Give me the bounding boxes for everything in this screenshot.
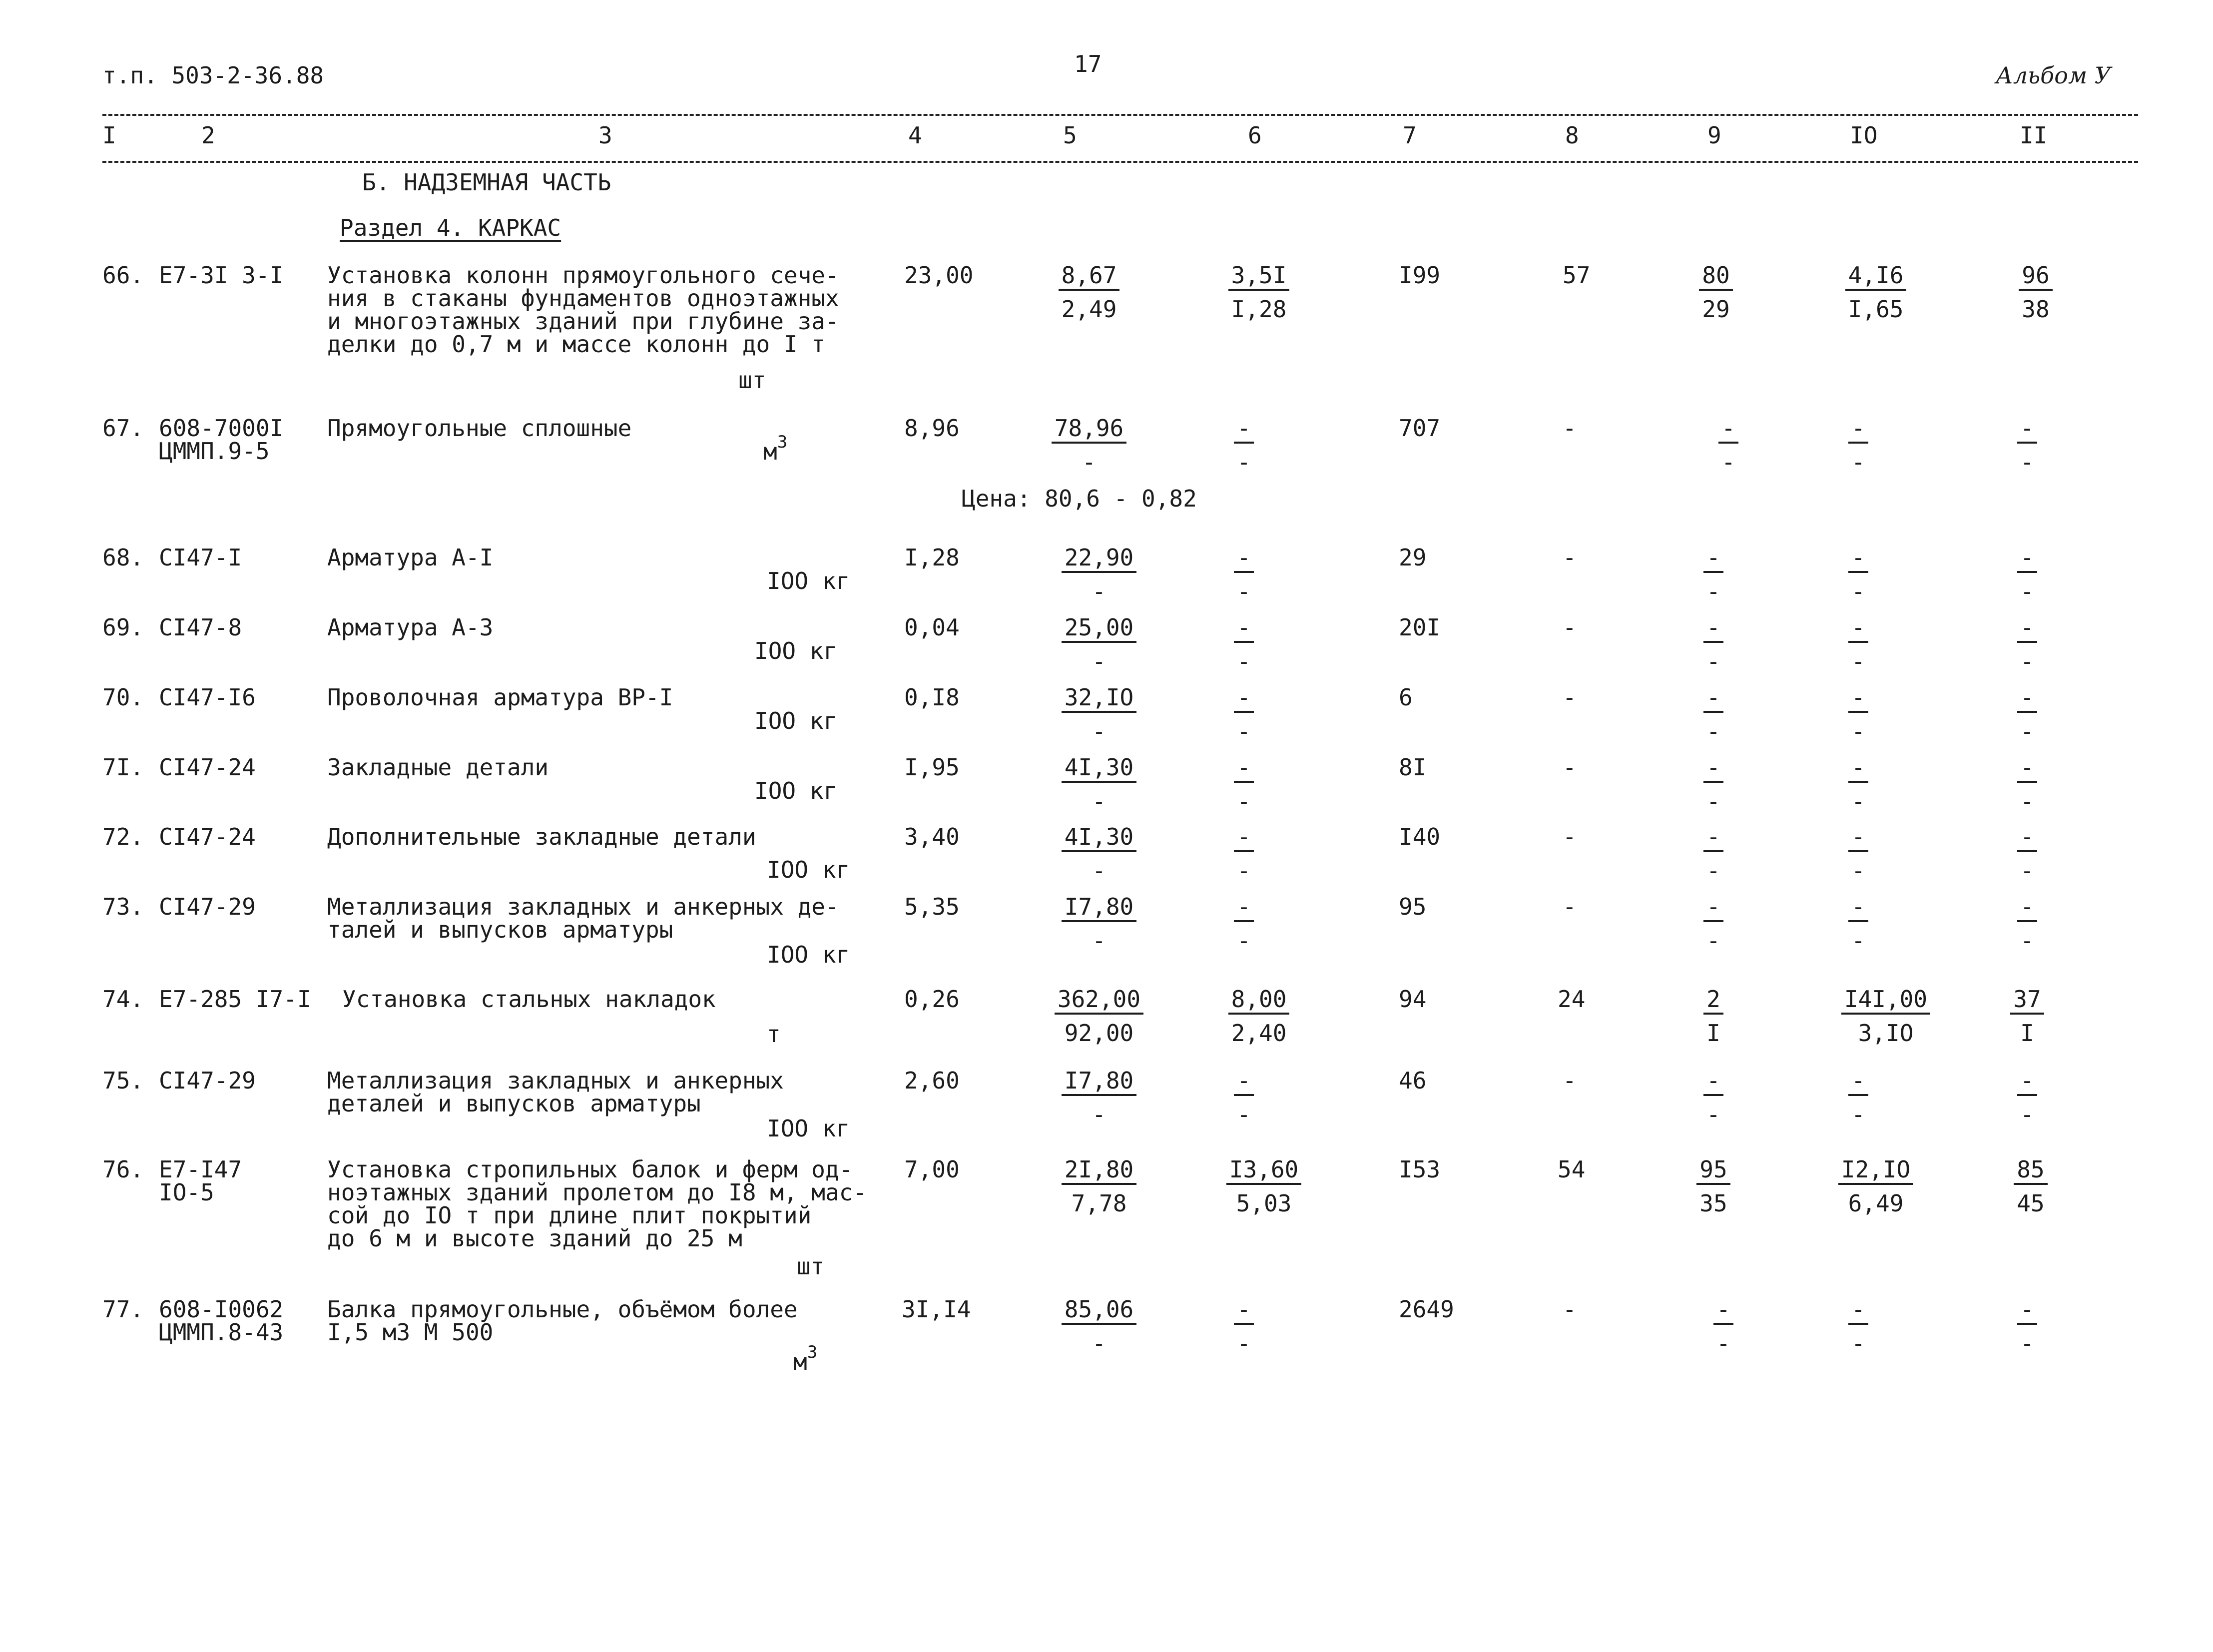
row-number: 7I.: [102, 754, 144, 781]
col11-value: - -: [1982, 1298, 2072, 1355]
column-header-3: 3: [598, 122, 612, 149]
row-number: 68.: [102, 544, 144, 571]
col8-value: 24: [1558, 986, 1586, 1013]
row-unit: шт: [738, 367, 766, 394]
col9-value: - -: [1668, 546, 1758, 603]
row-code: CI47-29: [159, 1067, 256, 1094]
col5-value: 22,90 -: [1054, 546, 1144, 603]
col10-value: - -: [1813, 417, 1903, 474]
col4-value: I,95: [904, 754, 960, 781]
col6-value: $\frac{3,5I}{I,28}$: [1214, 264, 1304, 321]
row-description: Арматура А-I: [327, 544, 494, 571]
col4-value: 8,96: [904, 415, 960, 442]
col4-value: 3,40: [904, 823, 960, 850]
row-unit: IOO кг: [767, 1115, 850, 1142]
col6-value: - -: [1199, 895, 1289, 952]
col4-value: 5,35: [904, 893, 960, 920]
col8-value: -: [1563, 614, 1577, 641]
row-code: CI47-8: [159, 614, 242, 641]
row-description: Дополнительные закладные детали: [327, 823, 756, 850]
col11-value: - -: [1982, 1069, 2072, 1126]
col9-value: - -: [1668, 756, 1758, 813]
row-code-2: ЦММП.9-5: [159, 438, 270, 465]
row-number: 74.: [102, 986, 144, 1013]
row-unit: IOO кг: [754, 637, 838, 664]
col6-value: - -: [1199, 1069, 1289, 1126]
row-code: CI47-24: [159, 823, 256, 850]
col8-value: -: [1563, 684, 1577, 711]
row-description: Прямоугольные сплошные: [327, 415, 632, 442]
col8-value: -: [1563, 415, 1577, 442]
col6-value: - -: [1199, 825, 1289, 882]
row-unit: IOO кг: [767, 941, 850, 968]
col6-value: - -: [1199, 546, 1289, 603]
column-header-5: 5: [1063, 122, 1077, 149]
row-number: 72.: [102, 823, 144, 850]
col6-value: - -: [1199, 616, 1289, 673]
col9-value: $\frac{80}{29}$: [1671, 264, 1761, 321]
col11-value: - -: [1982, 417, 2072, 474]
row-unit: $м^3$: [793, 1342, 818, 1375]
col5-value: 85,06 -: [1054, 1298, 1144, 1355]
col5-value: 4I,30 -: [1054, 825, 1144, 882]
row-code: CI47-I: [159, 544, 242, 571]
row-code-2: IO-5: [159, 1179, 214, 1206]
col11-value: - -: [1982, 546, 2072, 603]
col11-value: - -: [1982, 616, 2072, 673]
col6-value: - -: [1199, 1298, 1289, 1355]
row-code: E7-285 I7-I: [159, 986, 311, 1013]
chapter-title: Раздел 4. КАРКАС: [340, 214, 561, 241]
col6-value: $\frac{8,00}{2,40}$: [1214, 988, 1304, 1045]
column-header-7: 7: [1403, 122, 1417, 149]
col9-value: - -: [1668, 686, 1758, 743]
page-number: 17: [1074, 50, 1102, 77]
row-unit: IOO кг: [767, 856, 850, 883]
col7-value: 2649: [1399, 1296, 1454, 1323]
row-description: Металлизация закладных и анкерных деталей и выпусков арматуры: [327, 1067, 784, 1117]
col11-value: $\frac{85}{45}$: [1986, 1158, 2076, 1215]
col5-value: $\frac{8,67}{2,49}$: [1044, 264, 1134, 321]
row-description: Установка колонн прямоугольного сече- ния в стаканы фундаментов одноэтажных и многоэтажных зданий при глубине за- делки до 0,7 м и массе колонн до I т: [327, 262, 839, 358]
row-code: E7-I47: [159, 1156, 242, 1183]
col9-value: $\frac{2}{I}$: [1668, 988, 1758, 1045]
row-number: 76.: [102, 1156, 144, 1183]
col4-value: 7,00: [904, 1156, 960, 1183]
col10-value: $\frac{I4I,00}{3,IO}$: [1841, 988, 1931, 1045]
col8-value: -: [1563, 1296, 1577, 1323]
row-unit: т: [767, 1021, 781, 1048]
row-code: CI47-24: [159, 754, 256, 781]
row-number: 67.: [102, 415, 144, 442]
col10-value: - -: [1813, 756, 1903, 813]
col8-value: -: [1563, 544, 1577, 571]
col7-value: 707: [1399, 415, 1441, 442]
col11-value: $\frac{96}{38}$: [1991, 264, 2081, 321]
col8-value: -: [1563, 1067, 1577, 1094]
row-unit: IOO кг: [754, 777, 838, 804]
row-number: 73.: [102, 893, 144, 920]
row-unit: IOO кг: [754, 707, 838, 734]
col11-value: - -: [1982, 686, 2072, 743]
col7-value: 95: [1399, 893, 1427, 920]
col11-value: - -: [1982, 825, 2072, 882]
row-unit: $м^3$: [763, 432, 788, 465]
col9-value: - -: [1668, 825, 1758, 882]
row-code: 608-I0062: [159, 1296, 284, 1323]
col6-value: - -: [1199, 686, 1289, 743]
col10-value: - -: [1813, 825, 1903, 882]
col10-value: - -: [1813, 546, 1903, 603]
col10-value: - -: [1813, 1298, 1903, 1355]
row-number: 70.: [102, 684, 144, 711]
col5-value: $\frac{2I,80}{7,78}$: [1054, 1158, 1144, 1215]
row-number: 66.: [102, 262, 144, 289]
row-description: Арматура А-3: [327, 614, 494, 641]
col5-value: 32,IO -: [1054, 686, 1144, 743]
col9-value: - -: [1668, 616, 1758, 673]
col7-value: I99: [1399, 262, 1441, 289]
price-note: Цена: 80,6 - 0,82: [962, 485, 1197, 512]
col8-value: 57: [1563, 262, 1591, 289]
row-description: Закладные детали: [327, 754, 549, 781]
row-code: CI47-I6: [159, 684, 256, 711]
col4-value: 3I,I4: [902, 1296, 971, 1323]
column-header-6: 6: [1248, 122, 1262, 149]
col9-value: - -: [1668, 895, 1758, 952]
col8-value: 54: [1558, 1156, 1586, 1183]
row-code: E7-3I 3-I: [159, 262, 284, 289]
col8-value: -: [1563, 893, 1577, 920]
column-header-9: 9: [1707, 122, 1721, 149]
col7-value: I40: [1399, 823, 1441, 850]
col7-value: I53: [1399, 1156, 1441, 1183]
col4-value: 0,I8: [904, 684, 960, 711]
col7-value: 29: [1399, 544, 1427, 571]
col10-value: $\frac{4,I6}{I,65}$: [1831, 264, 1921, 321]
row-unit: шт: [797, 1253, 825, 1280]
album-label: Альбом У: [1996, 62, 2111, 89]
col4-value: 23,00: [904, 262, 974, 289]
header-rule-bottom: [102, 161, 2138, 163]
col11-value: $\frac{37}{I}$: [1982, 988, 2072, 1045]
col7-value: 20I: [1399, 614, 1441, 641]
row-number: 69.: [102, 614, 144, 641]
col5-value: 25,00 -: [1054, 616, 1144, 673]
col11-value: - -: [1982, 895, 2072, 952]
doc-code: т.п. 503-2-36.88: [102, 62, 324, 89]
col8-value: -: [1563, 754, 1577, 781]
col7-value: 46: [1399, 1067, 1427, 1094]
col5-value: I7,80 -: [1054, 1069, 1144, 1126]
part-title: Б. НАДЗЕМНАЯ ЧАСТЬ: [362, 169, 611, 196]
col9-value: - -: [1683, 417, 1773, 474]
header-rule-top: [102, 114, 2138, 116]
col10-value: - -: [1813, 686, 1903, 743]
col8-value: -: [1563, 823, 1577, 850]
row-description: Установка стропильных балок и ферм од- ноэтажных зданий пролетом до I8 м, мас- сой до IO т при длине плит покрытий до 6 м и высоте зданий до 25 м: [327, 1156, 867, 1252]
col6-value: - -: [1199, 756, 1289, 813]
col7-value: 6: [1399, 684, 1413, 711]
column-header-10: IO: [1850, 122, 1878, 149]
row-description: Установка стальных накладок: [342, 986, 716, 1013]
col10-value: - -: [1813, 616, 1903, 673]
col7-value: 8I: [1399, 754, 1427, 781]
col5-value: 4I,30 -: [1054, 756, 1144, 813]
col10-value: - -: [1813, 1069, 1903, 1126]
col6-value: - -: [1199, 417, 1289, 474]
col6-value: $\frac{I3,60}{5,03}$: [1219, 1158, 1309, 1215]
col4-value: 0,04: [904, 614, 960, 641]
col4-value: I,28: [904, 544, 960, 571]
row-code-2: ЦММП.8-43: [159, 1319, 284, 1346]
column-header-11: II: [2020, 122, 2048, 149]
row-number: 77.: [102, 1296, 144, 1323]
col7-value: 94: [1399, 986, 1427, 1013]
col5-value: I7,80 -: [1054, 895, 1144, 952]
col9-value: $\frac{95}{35}$: [1668, 1158, 1758, 1215]
col5-value: $\frac{362,00}{92,00}$: [1054, 988, 1144, 1045]
row-description: Проволочная арматура ВР-I: [327, 684, 673, 711]
row-number: 75.: [102, 1067, 144, 1094]
column-header-1: I: [102, 122, 116, 149]
col4-value: 0,26: [904, 986, 960, 1013]
row-unit: IOO кг: [767, 567, 850, 594]
column-header-4: 4: [908, 122, 922, 149]
col10-value: $\frac{I2,IO}{6,49}$: [1831, 1158, 1921, 1215]
row-description: Металлизация закладных и анкерных де- талей и выпусков арматуры: [327, 893, 839, 943]
col4-value: 2,60: [904, 1067, 960, 1094]
col11-value: - -: [1982, 756, 2072, 813]
row-code: CI47-29: [159, 893, 256, 920]
col9-value: - -: [1678, 1298, 1768, 1355]
col5-value: 78,96 -: [1044, 417, 1134, 474]
col9-value: - -: [1668, 1069, 1758, 1126]
row-code: 608-7000I: [159, 415, 284, 442]
column-header-2: 2: [201, 122, 215, 149]
col10-value: - -: [1813, 895, 1903, 952]
row-description: Балка прямоугольные, объёмом более I,5 м3 М 500: [327, 1296, 798, 1346]
column-header-8: 8: [1565, 122, 1579, 149]
